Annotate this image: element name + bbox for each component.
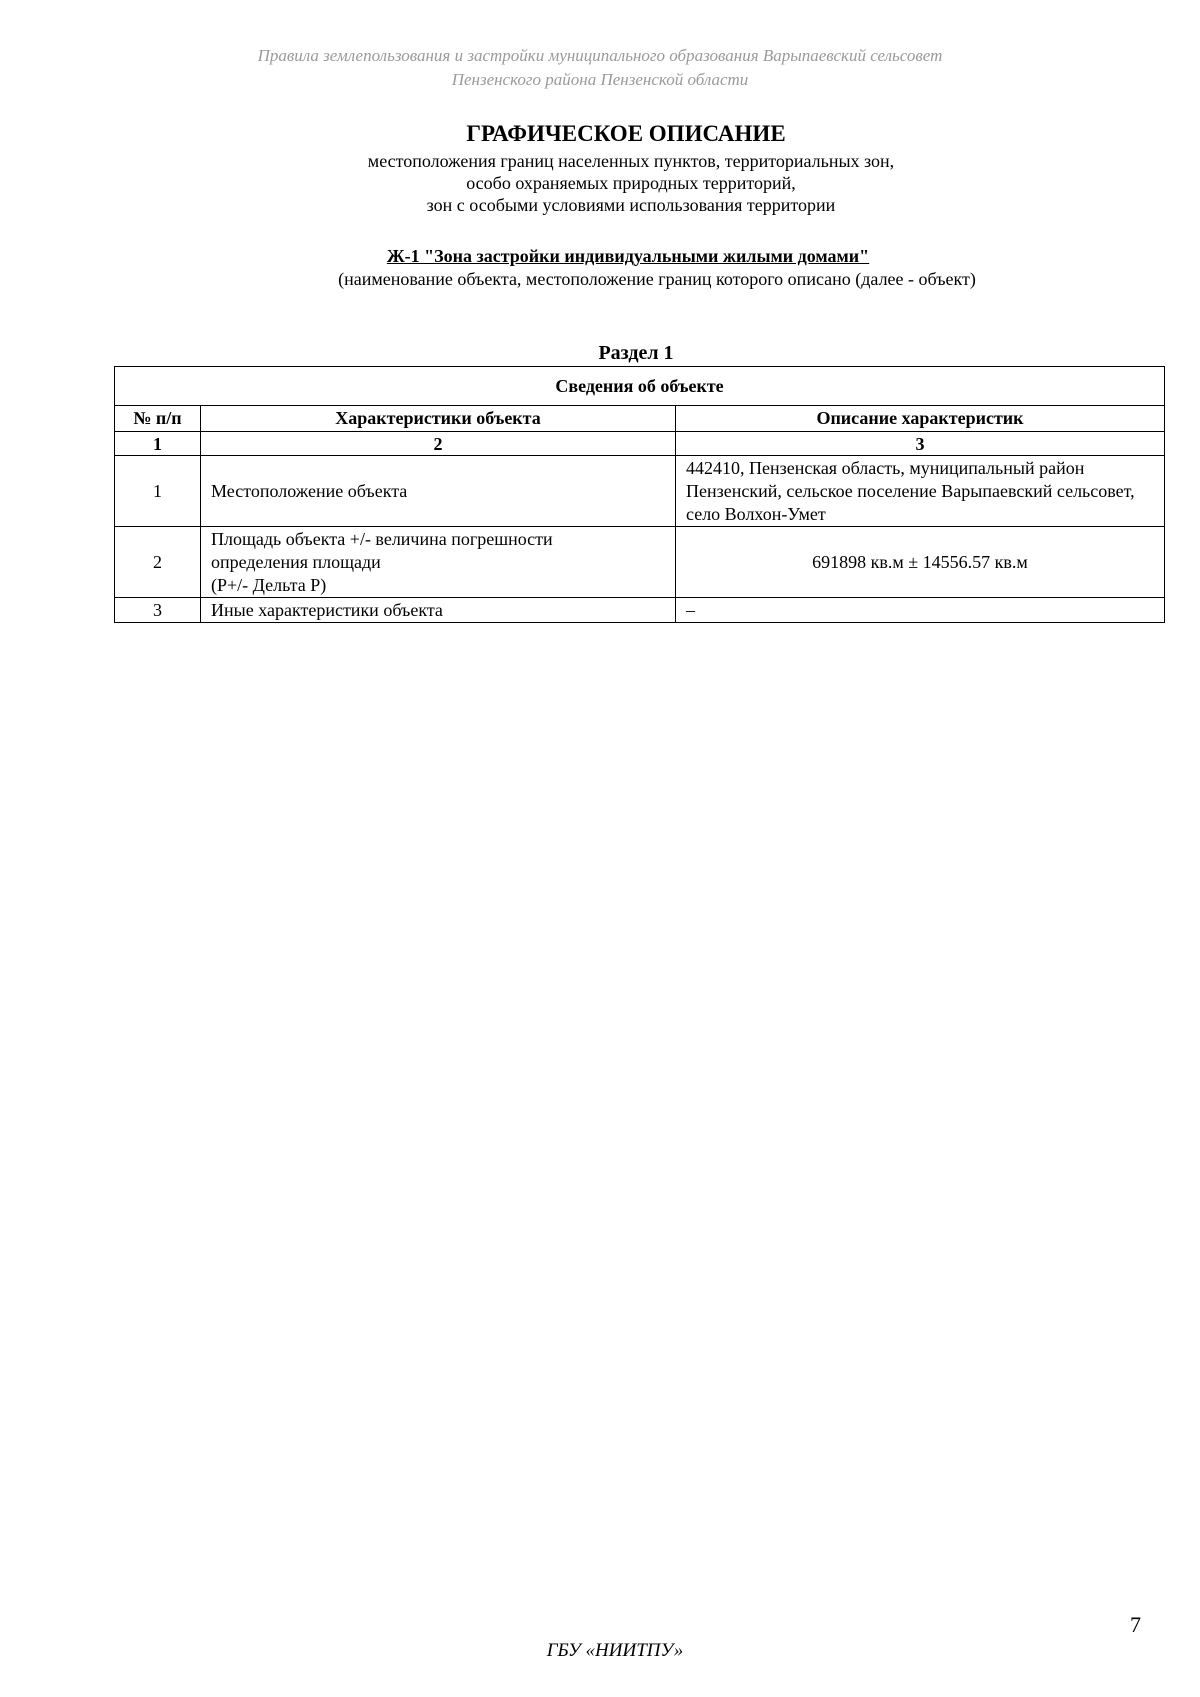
header-number: № п/п (115, 406, 201, 432)
row-number: 1 (115, 456, 201, 527)
row-description: – (676, 598, 1165, 623)
subtitle-line-1: местоположения границ населенных пунктов, территориальных зон, (367, 151, 895, 171)
table-header-row (115, 406, 1165, 432)
column-number-row (115, 432, 1165, 456)
row-characteristic: Иные характеристики объекта (201, 598, 676, 623)
row-characteristic-line-3: (Р+/- Дельта Р) (211, 574, 327, 595)
object-title: Ж-1 "Зона застройки индивидуальными жилыми домами" (386, 246, 870, 266)
column-number-1: 1 (115, 432, 201, 456)
object-info-table (114, 366, 1165, 623)
page-number: 7 (1130, 1612, 1141, 1637)
object-caption: (наименование объекта, местоположение границ которого описано (далее - объект) (338, 269, 976, 289)
subtitle-line-2: особо охраняемых природных территорий, (466, 173, 796, 193)
row-characteristic: Местоположение объекта (201, 456, 676, 527)
title-block (0, 120, 1200, 216)
table-row (115, 598, 1165, 623)
row-description: 442410, Пензенская область, муниципальный район Пензенский, сельское поселение Варыпаевский сельсовет, село Волхон-Умет (676, 456, 1165, 527)
table-caption-row (115, 367, 1165, 406)
section-title: Раздел 1 (598, 342, 674, 364)
header-description: Описание характеристик (676, 406, 1165, 432)
row-characteristic (201, 527, 676, 598)
subtitle-line-3: зон с особыми условиями использования территории (426, 195, 836, 215)
header-characteristic: Характеристики объекта (201, 406, 676, 432)
running-header (0, 44, 1200, 92)
object-name-block (0, 244, 1200, 290)
column-number-3: 3 (676, 432, 1165, 456)
table-row (115, 527, 1165, 598)
row-characteristic-line-1: Площадь объекта +/- величина погрешности (211, 528, 553, 549)
table-row (115, 456, 1165, 527)
running-header-line-2: Пензенского района Пензенской области (451, 70, 749, 89)
row-number: 3 (115, 598, 201, 623)
running-header-line-1: Правила землепользования и застройки муниципального образования Варыпаевский сельсовет (257, 46, 943, 65)
column-number-2: 2 (201, 432, 676, 456)
row-description: 691898 кв.м ± 14556.57 кв.м (676, 527, 1165, 598)
row-characteristic-line-2: определения площади (211, 551, 381, 572)
row-number: 2 (115, 527, 201, 598)
footer: ГБУ «НИИТПУ» (546, 1640, 684, 1661)
document-title: ГРАФИЧЕСКОЕ ОПИСАНИЕ (466, 121, 786, 146)
table-caption: Сведения об объекте (115, 367, 1165, 406)
